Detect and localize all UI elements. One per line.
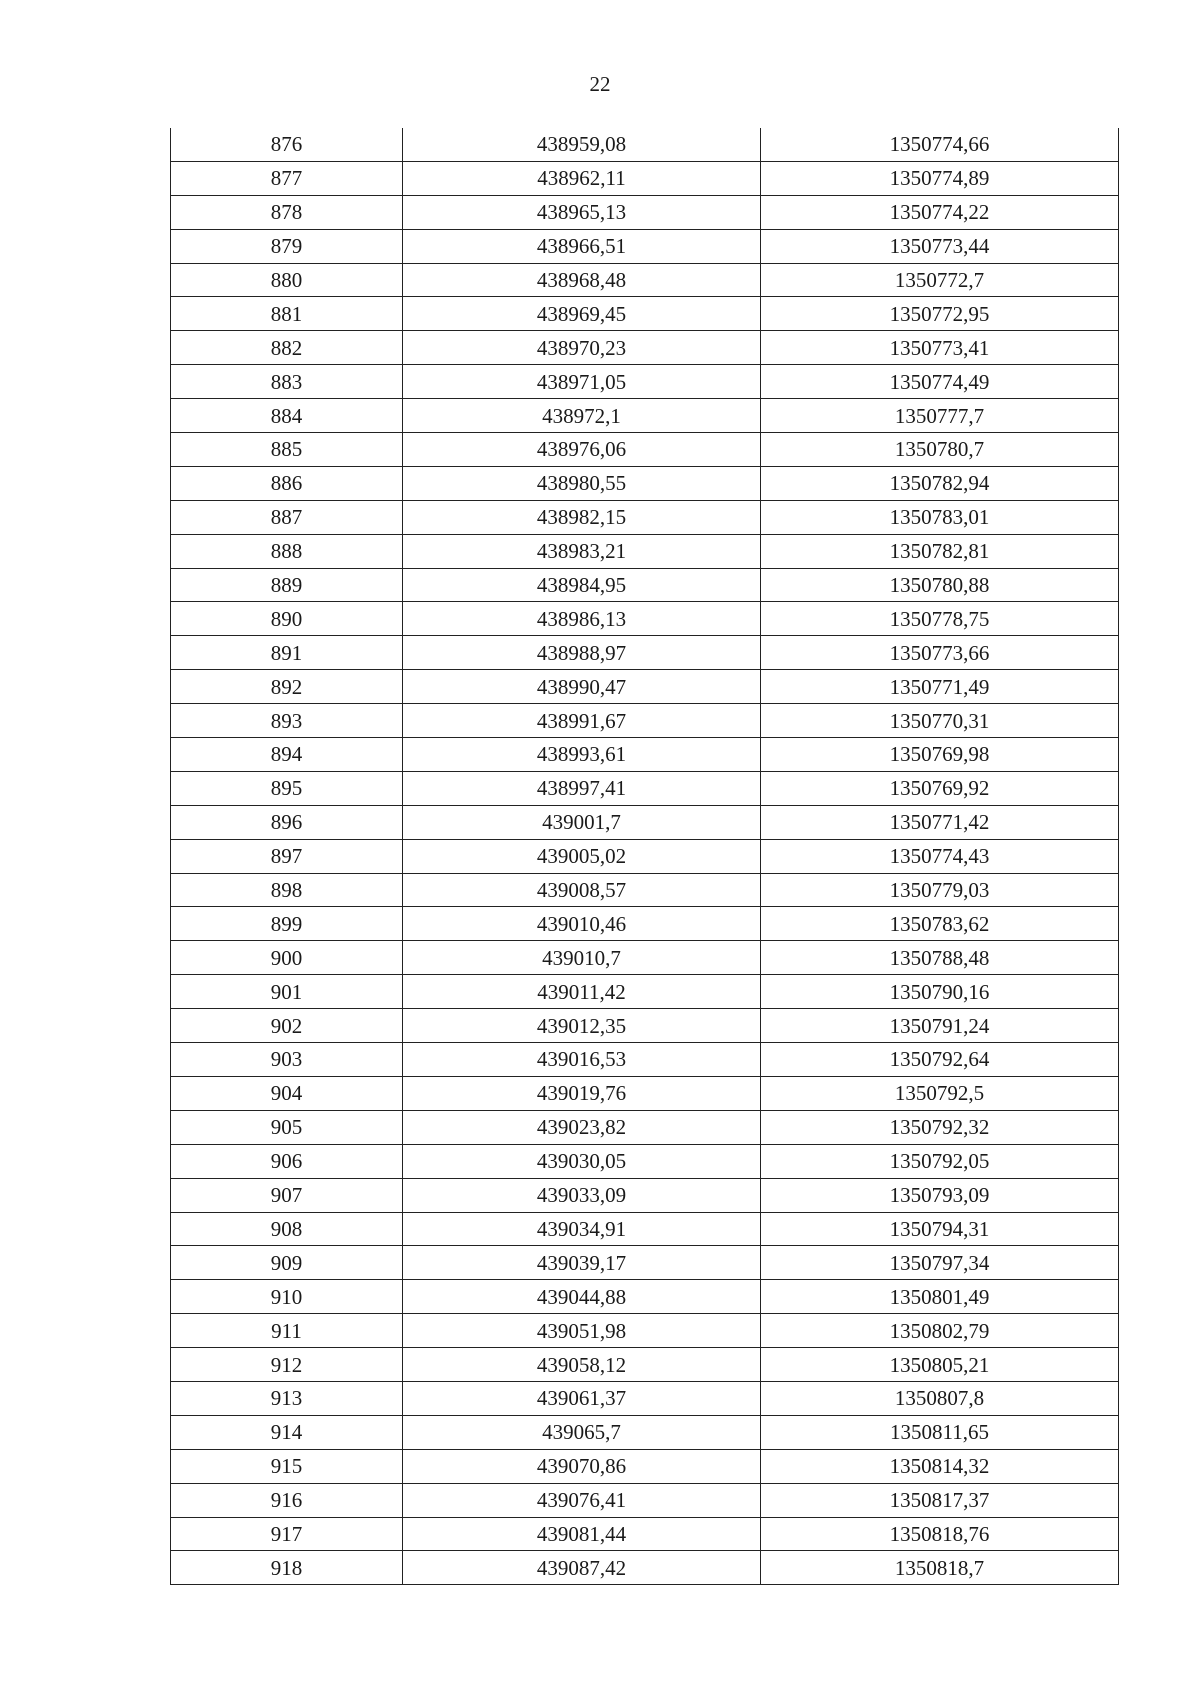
x-coordinate-cell: 438991,67	[403, 704, 761, 738]
table-row	[171, 1381, 1119, 1415]
table-row	[171, 1280, 1119, 1314]
x-coordinate-cell: 439033,09	[403, 1178, 761, 1212]
y-coordinate-cell: 1350792,64	[761, 1043, 1119, 1077]
y-coordinate-cell: 1350818,7	[761, 1551, 1119, 1585]
point-number-cell: 915	[171, 1449, 403, 1483]
table-row	[171, 771, 1119, 805]
x-coordinate-cell: 438983,21	[403, 534, 761, 568]
point-number-cell: 905	[171, 1110, 403, 1144]
point-number-cell: 906	[171, 1144, 403, 1178]
y-coordinate-cell: 1350791,24	[761, 1009, 1119, 1043]
point-number-cell: 886	[171, 466, 403, 500]
point-number-cell: 913	[171, 1381, 403, 1415]
point-number-cell: 894	[171, 738, 403, 772]
point-number-cell: 876	[171, 128, 403, 161]
y-coordinate-cell: 1350773,66	[761, 636, 1119, 670]
y-coordinate-cell: 1350814,32	[761, 1449, 1119, 1483]
point-number-cell: 903	[171, 1043, 403, 1077]
y-coordinate-cell: 1350783,01	[761, 500, 1119, 534]
table-row	[171, 738, 1119, 772]
x-coordinate-cell: 439070,86	[403, 1449, 761, 1483]
point-number-cell: 892	[171, 670, 403, 704]
y-coordinate-cell: 1350778,75	[761, 602, 1119, 636]
y-coordinate-cell: 1350790,16	[761, 975, 1119, 1009]
coordinates-table	[170, 128, 1119, 1585]
x-coordinate-cell: 439081,44	[403, 1517, 761, 1551]
y-coordinate-cell: 1350801,49	[761, 1280, 1119, 1314]
x-coordinate-cell: 438966,51	[403, 229, 761, 263]
table-row	[171, 229, 1119, 263]
table-row	[171, 941, 1119, 975]
table-row	[171, 602, 1119, 636]
x-coordinate-cell: 439051,98	[403, 1314, 761, 1348]
point-number-cell: 899	[171, 907, 403, 941]
x-coordinate-cell: 439010,46	[403, 907, 761, 941]
point-number-cell: 900	[171, 941, 403, 975]
x-coordinate-cell: 438970,23	[403, 331, 761, 365]
x-coordinate-cell: 439001,7	[403, 805, 761, 839]
table-row	[171, 1314, 1119, 1348]
y-coordinate-cell: 1350782,94	[761, 466, 1119, 500]
y-coordinate-cell: 1350788,48	[761, 941, 1119, 975]
y-coordinate-cell: 1350772,7	[761, 263, 1119, 297]
table-row	[171, 331, 1119, 365]
point-number-cell: 897	[171, 839, 403, 873]
x-coordinate-cell: 439019,76	[403, 1076, 761, 1110]
y-coordinate-cell: 1350794,31	[761, 1212, 1119, 1246]
x-coordinate-cell: 438971,05	[403, 365, 761, 399]
x-coordinate-cell: 439044,88	[403, 1280, 761, 1314]
point-number-cell: 887	[171, 500, 403, 534]
y-coordinate-cell: 1350817,37	[761, 1483, 1119, 1517]
x-coordinate-cell: 439012,35	[403, 1009, 761, 1043]
y-coordinate-cell: 1350792,5	[761, 1076, 1119, 1110]
table-row	[171, 466, 1119, 500]
y-coordinate-cell: 1350769,98	[761, 738, 1119, 772]
x-coordinate-cell: 438980,55	[403, 466, 761, 500]
table-row	[171, 433, 1119, 467]
table-row	[171, 636, 1119, 670]
table-row	[171, 568, 1119, 602]
x-coordinate-cell: 439034,91	[403, 1212, 761, 1246]
y-coordinate-cell: 1350774,49	[761, 365, 1119, 399]
x-coordinate-cell: 439023,82	[403, 1110, 761, 1144]
x-coordinate-cell: 438990,47	[403, 670, 761, 704]
point-number-cell: 893	[171, 704, 403, 738]
point-number-cell: 890	[171, 602, 403, 636]
y-coordinate-cell: 1350780,88	[761, 568, 1119, 602]
table-row	[171, 975, 1119, 1009]
x-coordinate-cell: 439076,41	[403, 1483, 761, 1517]
x-coordinate-cell: 438965,13	[403, 195, 761, 229]
point-number-cell: 891	[171, 636, 403, 670]
x-coordinate-cell: 439030,05	[403, 1144, 761, 1178]
y-coordinate-cell: 1350770,31	[761, 704, 1119, 738]
point-number-cell: 896	[171, 805, 403, 839]
x-coordinate-cell: 438959,08	[403, 128, 761, 161]
point-number-cell: 902	[171, 1009, 403, 1043]
point-number-cell: 909	[171, 1246, 403, 1280]
point-number-cell: 908	[171, 1212, 403, 1246]
y-coordinate-cell: 1350793,09	[761, 1178, 1119, 1212]
point-number-cell: 878	[171, 195, 403, 229]
point-number-cell: 881	[171, 297, 403, 331]
point-number-cell: 916	[171, 1483, 403, 1517]
table-row	[171, 670, 1119, 704]
x-coordinate-cell: 439005,02	[403, 839, 761, 873]
y-coordinate-cell: 1350783,62	[761, 907, 1119, 941]
point-number-cell: 895	[171, 771, 403, 805]
y-coordinate-cell: 1350797,34	[761, 1246, 1119, 1280]
y-coordinate-cell: 1350818,76	[761, 1517, 1119, 1551]
table-row	[171, 1449, 1119, 1483]
y-coordinate-cell: 1350792,05	[761, 1144, 1119, 1178]
x-coordinate-cell: 439016,53	[403, 1043, 761, 1077]
table-row	[171, 1009, 1119, 1043]
point-number-cell: 912	[171, 1348, 403, 1382]
x-coordinate-cell: 438988,97	[403, 636, 761, 670]
point-number-cell: 880	[171, 263, 403, 297]
y-coordinate-cell: 1350807,8	[761, 1381, 1119, 1415]
point-number-cell: 904	[171, 1076, 403, 1110]
x-coordinate-cell: 438968,48	[403, 263, 761, 297]
table-row	[171, 907, 1119, 941]
page-number: 22	[589, 72, 611, 96]
y-coordinate-cell: 1350782,81	[761, 534, 1119, 568]
point-number-cell: 884	[171, 399, 403, 433]
table-row	[171, 195, 1119, 229]
y-coordinate-cell: 1350774,43	[761, 839, 1119, 873]
y-coordinate-cell: 1350811,65	[761, 1415, 1119, 1449]
table-row	[171, 1551, 1119, 1585]
point-number-cell: 914	[171, 1415, 403, 1449]
x-coordinate-cell: 438972,1	[403, 399, 761, 433]
table-row	[171, 128, 1119, 161]
x-coordinate-cell: 438976,06	[403, 433, 761, 467]
y-coordinate-cell: 1350774,66	[761, 128, 1119, 161]
point-number-cell: 911	[171, 1314, 403, 1348]
y-coordinate-cell: 1350771,42	[761, 805, 1119, 839]
table-row	[171, 1178, 1119, 1212]
x-coordinate-cell: 438962,11	[403, 161, 761, 195]
point-number-cell: 910	[171, 1280, 403, 1314]
table-row	[171, 805, 1119, 839]
y-coordinate-cell: 1350792,32	[761, 1110, 1119, 1144]
coordinates-table-body	[171, 128, 1119, 1585]
table-row	[171, 297, 1119, 331]
y-coordinate-cell: 1350773,44	[761, 229, 1119, 263]
x-coordinate-cell: 439010,7	[403, 941, 761, 975]
y-coordinate-cell: 1350777,7	[761, 399, 1119, 433]
y-coordinate-cell: 1350774,22	[761, 195, 1119, 229]
y-coordinate-cell: 1350774,89	[761, 161, 1119, 195]
y-coordinate-cell: 1350772,95	[761, 297, 1119, 331]
y-coordinate-cell: 1350805,21	[761, 1348, 1119, 1382]
table-row	[171, 1144, 1119, 1178]
table-row	[171, 263, 1119, 297]
point-number-cell: 885	[171, 433, 403, 467]
table-row	[171, 500, 1119, 534]
x-coordinate-cell: 439061,37	[403, 1381, 761, 1415]
x-coordinate-cell: 438997,41	[403, 771, 761, 805]
x-coordinate-cell: 439087,42	[403, 1551, 761, 1585]
table-row	[171, 365, 1119, 399]
point-number-cell: 888	[171, 534, 403, 568]
x-coordinate-cell: 439039,17	[403, 1246, 761, 1280]
point-number-cell: 917	[171, 1517, 403, 1551]
point-number-cell: 898	[171, 873, 403, 907]
table-row	[171, 161, 1119, 195]
x-coordinate-cell: 438993,61	[403, 738, 761, 772]
table-row	[171, 1043, 1119, 1077]
x-coordinate-cell: 439008,57	[403, 873, 761, 907]
point-number-cell: 882	[171, 331, 403, 365]
x-coordinate-cell: 438982,15	[403, 500, 761, 534]
table-row	[171, 1415, 1119, 1449]
table-row	[171, 534, 1119, 568]
table-row	[171, 704, 1119, 738]
table-row	[171, 1076, 1119, 1110]
x-coordinate-cell: 439058,12	[403, 1348, 761, 1382]
point-number-cell: 918	[171, 1551, 403, 1585]
table-row	[171, 1348, 1119, 1382]
table-row	[171, 873, 1119, 907]
x-coordinate-cell: 439011,42	[403, 975, 761, 1009]
table-row	[171, 1110, 1119, 1144]
point-number-cell: 877	[171, 161, 403, 195]
table-row	[171, 1483, 1119, 1517]
y-coordinate-cell: 1350771,49	[761, 670, 1119, 704]
point-number-cell: 901	[171, 975, 403, 1009]
table-row	[171, 399, 1119, 433]
point-number-cell: 889	[171, 568, 403, 602]
point-number-cell: 907	[171, 1178, 403, 1212]
table-row	[171, 1246, 1119, 1280]
y-coordinate-cell: 1350769,92	[761, 771, 1119, 805]
point-number-cell: 883	[171, 365, 403, 399]
x-coordinate-cell: 438969,45	[403, 297, 761, 331]
y-coordinate-cell: 1350779,03	[761, 873, 1119, 907]
y-coordinate-cell: 1350780,7	[761, 433, 1119, 467]
table-row	[171, 839, 1119, 873]
x-coordinate-cell: 439065,7	[403, 1415, 761, 1449]
y-coordinate-cell: 1350802,79	[761, 1314, 1119, 1348]
table-row	[171, 1212, 1119, 1246]
point-number-cell: 879	[171, 229, 403, 263]
x-coordinate-cell: 438986,13	[403, 602, 761, 636]
y-coordinate-cell: 1350773,41	[761, 331, 1119, 365]
x-coordinate-cell: 438984,95	[403, 568, 761, 602]
table-row	[171, 1517, 1119, 1551]
